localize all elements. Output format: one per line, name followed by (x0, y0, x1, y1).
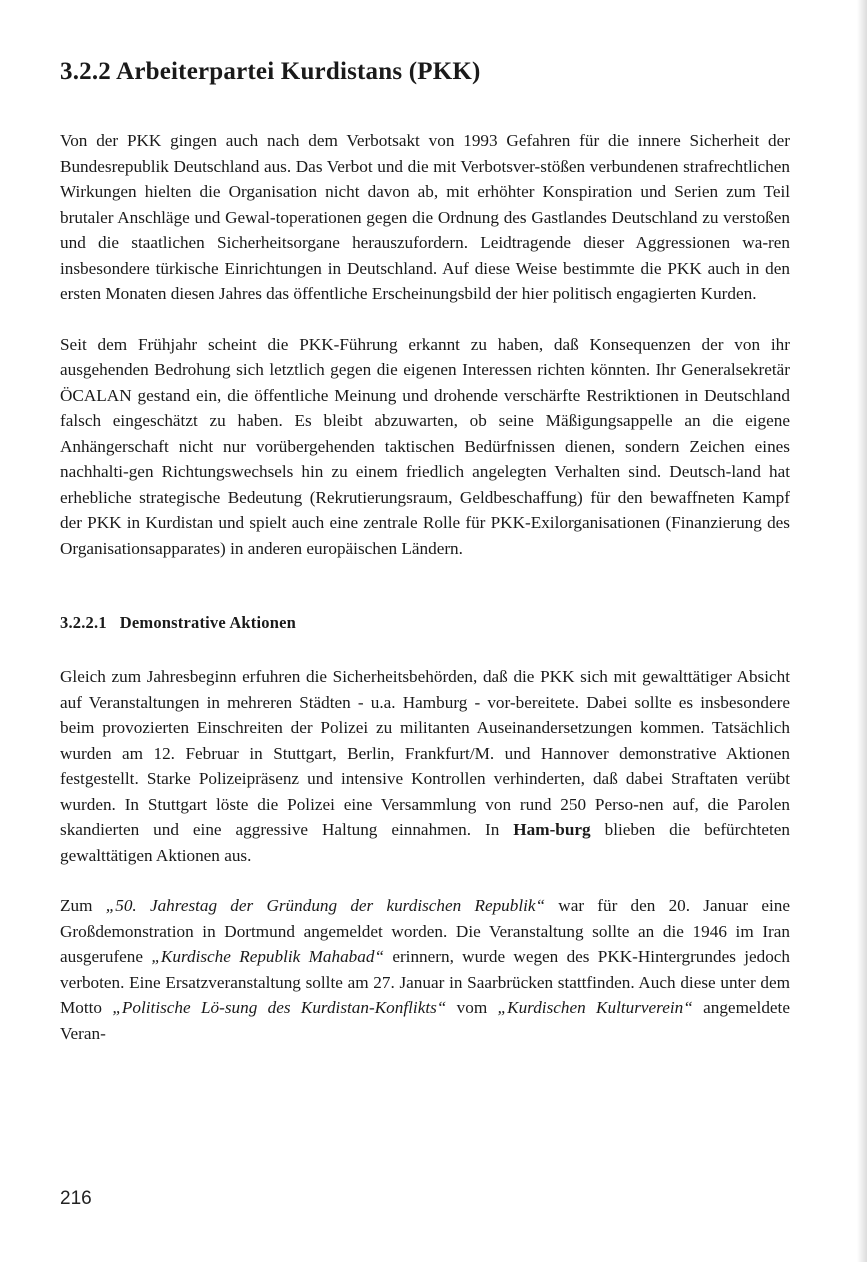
paragraph-4-text-4: vom (446, 998, 498, 1017)
paragraph-4-italic-1: „50. Jahrestag der Gründung der kurdischen Republik“ (105, 896, 546, 915)
page-edge-shadow (857, 0, 867, 1262)
paragraph-4-italic-4: „Kurdischen Kulturverein“ (497, 998, 693, 1017)
paragraph-3-text-b: blieben die befürchteten gewalttätigen Aktionen aus. (60, 820, 790, 865)
paragraph-3 (60, 664, 790, 868)
page-number: 216 (60, 1188, 92, 1209)
paragraph-4-italic-2: „Kurdische Republik Mahabad“ (151, 947, 385, 966)
section-heading: 3.2.2 Arbeiterpartei Kurdistans (PKK) (60, 58, 481, 85)
document-page (60, 56, 790, 1046)
paragraph-1: Von der PKK gingen auch nach dem Verbotsakt von 1993 Gefahren für die innere Sicherheit der Bundesrepublik Deutschland aus. Das Verbot und die mit Verbotsver-stößen verbundenen strafrechtlichen Wirkungen hielten die Organisation nicht davon ab, mit erhöhter Konspiration und Serien zum Teil brutaler Anschläge und Gewal-toperationen gegen die Ordnung des Gastlandes Deutschland zu verstoßen und die staatlichen Sicherheitsorgane herauszufordern. Leidtragende dieser Aggressionen wa-ren insbesondere türkische Einrichtungen in Deutschland. Auf diese Weise bestimmte die PKK auch in den ersten Monaten diesen Jahres das öffentliche Erscheinungsbild der hier politisch engagierten Kurden. (60, 131, 790, 303)
subsection-heading: 3.2.2.1 Demonstrative Aktionen (60, 613, 297, 632)
paragraph-4-text-1: Zum (60, 896, 106, 915)
paragraph-4-text-3: erinnern, wurde wegen des PKK-Hintergrundes jedoch verboten. Eine Ersatzveranstaltung sollte am 27. Januar in Saarbrücken stattfinden. Auch diese unter dem Motto (60, 947, 791, 1017)
paragraph-4 (60, 893, 790, 1046)
paragraph-4-italic-3: „Politische Lö-sung des Kurdistan-Konflikts“ (112, 998, 447, 1017)
paragraph-4-text-2: war für den 20. Januar eine Großdemonstration in Dortmund angemeldet worden. Die Veranstaltung sollte an die 1946 im Iran ausgerufene (60, 896, 790, 966)
paragraph-3-text-a: Gleich zum Jahresbeginn erfuhren die Sicherheitsbehörden, daß die PKK sich mit gewalttätiger Absicht auf Veranstaltungen in mehreren Städten - u.a. Hamburg - vor-bereitete. Dabei sollte es insbesondere beim provozierten Einschreiten der Polizei zu militanten Auseinandersetzungen kommen. Tatsächlich wurden am 12. Februar in Stuttgart, Berlin, Frankfurt/M. und Hannover demonstrative Aktionen festgestellt. Starke Polizeipräsenz und intensive Kontrollen verhinderten, daß dabei Straftaten verübt wurden. In Stuttgart löste die Polizei eine Versammlung von rund 250 Perso-nen auf, die Parolen skandierten und eine aggressive Haltung einnahmen. In (60, 667, 790, 839)
paragraph-2: Seit dem Frühjahr scheint die PKK-Führung erkannt zu haben, daß Konsequenzen der von ihr ausgehenden Bedrohung sich letztlich gegen die eigenen Interessen richten könnten. Ihr Generalsekretär ÖCALAN gestand ein, die öffentliche Meinung und drohende verschärfte Restriktionen in Deutschland falsch eingeschätzt zu haben. Es bleibt abzuwarten, ob seine Mäßigungsappelle an die eigene Anhängerschaft nicht nur vorübergehenden taktischen Bedürfnissen dienen, sondern Zeichen eines nachhalti-gen Richtungswechsels hin zu einem friedlich angelegten Verhalten sind. Deutsch-land hat erhebliche strategische Bedeutung (Rekrutierungsraum, Geldbeschaffung) für den bewaffneten Kampf der PKK in Kurdistan und spielt auch eine zentrale Rolle für PKK-Exilorganisationen (Finanzierung des Organisationsapparates) in anderen europäischen Ländern. (60, 334, 790, 558)
paragraph-3-bold-hamburg: Ham-burg (513, 820, 591, 839)
paragraph-4-text-5: angemeldete Veran- (60, 998, 790, 1043)
